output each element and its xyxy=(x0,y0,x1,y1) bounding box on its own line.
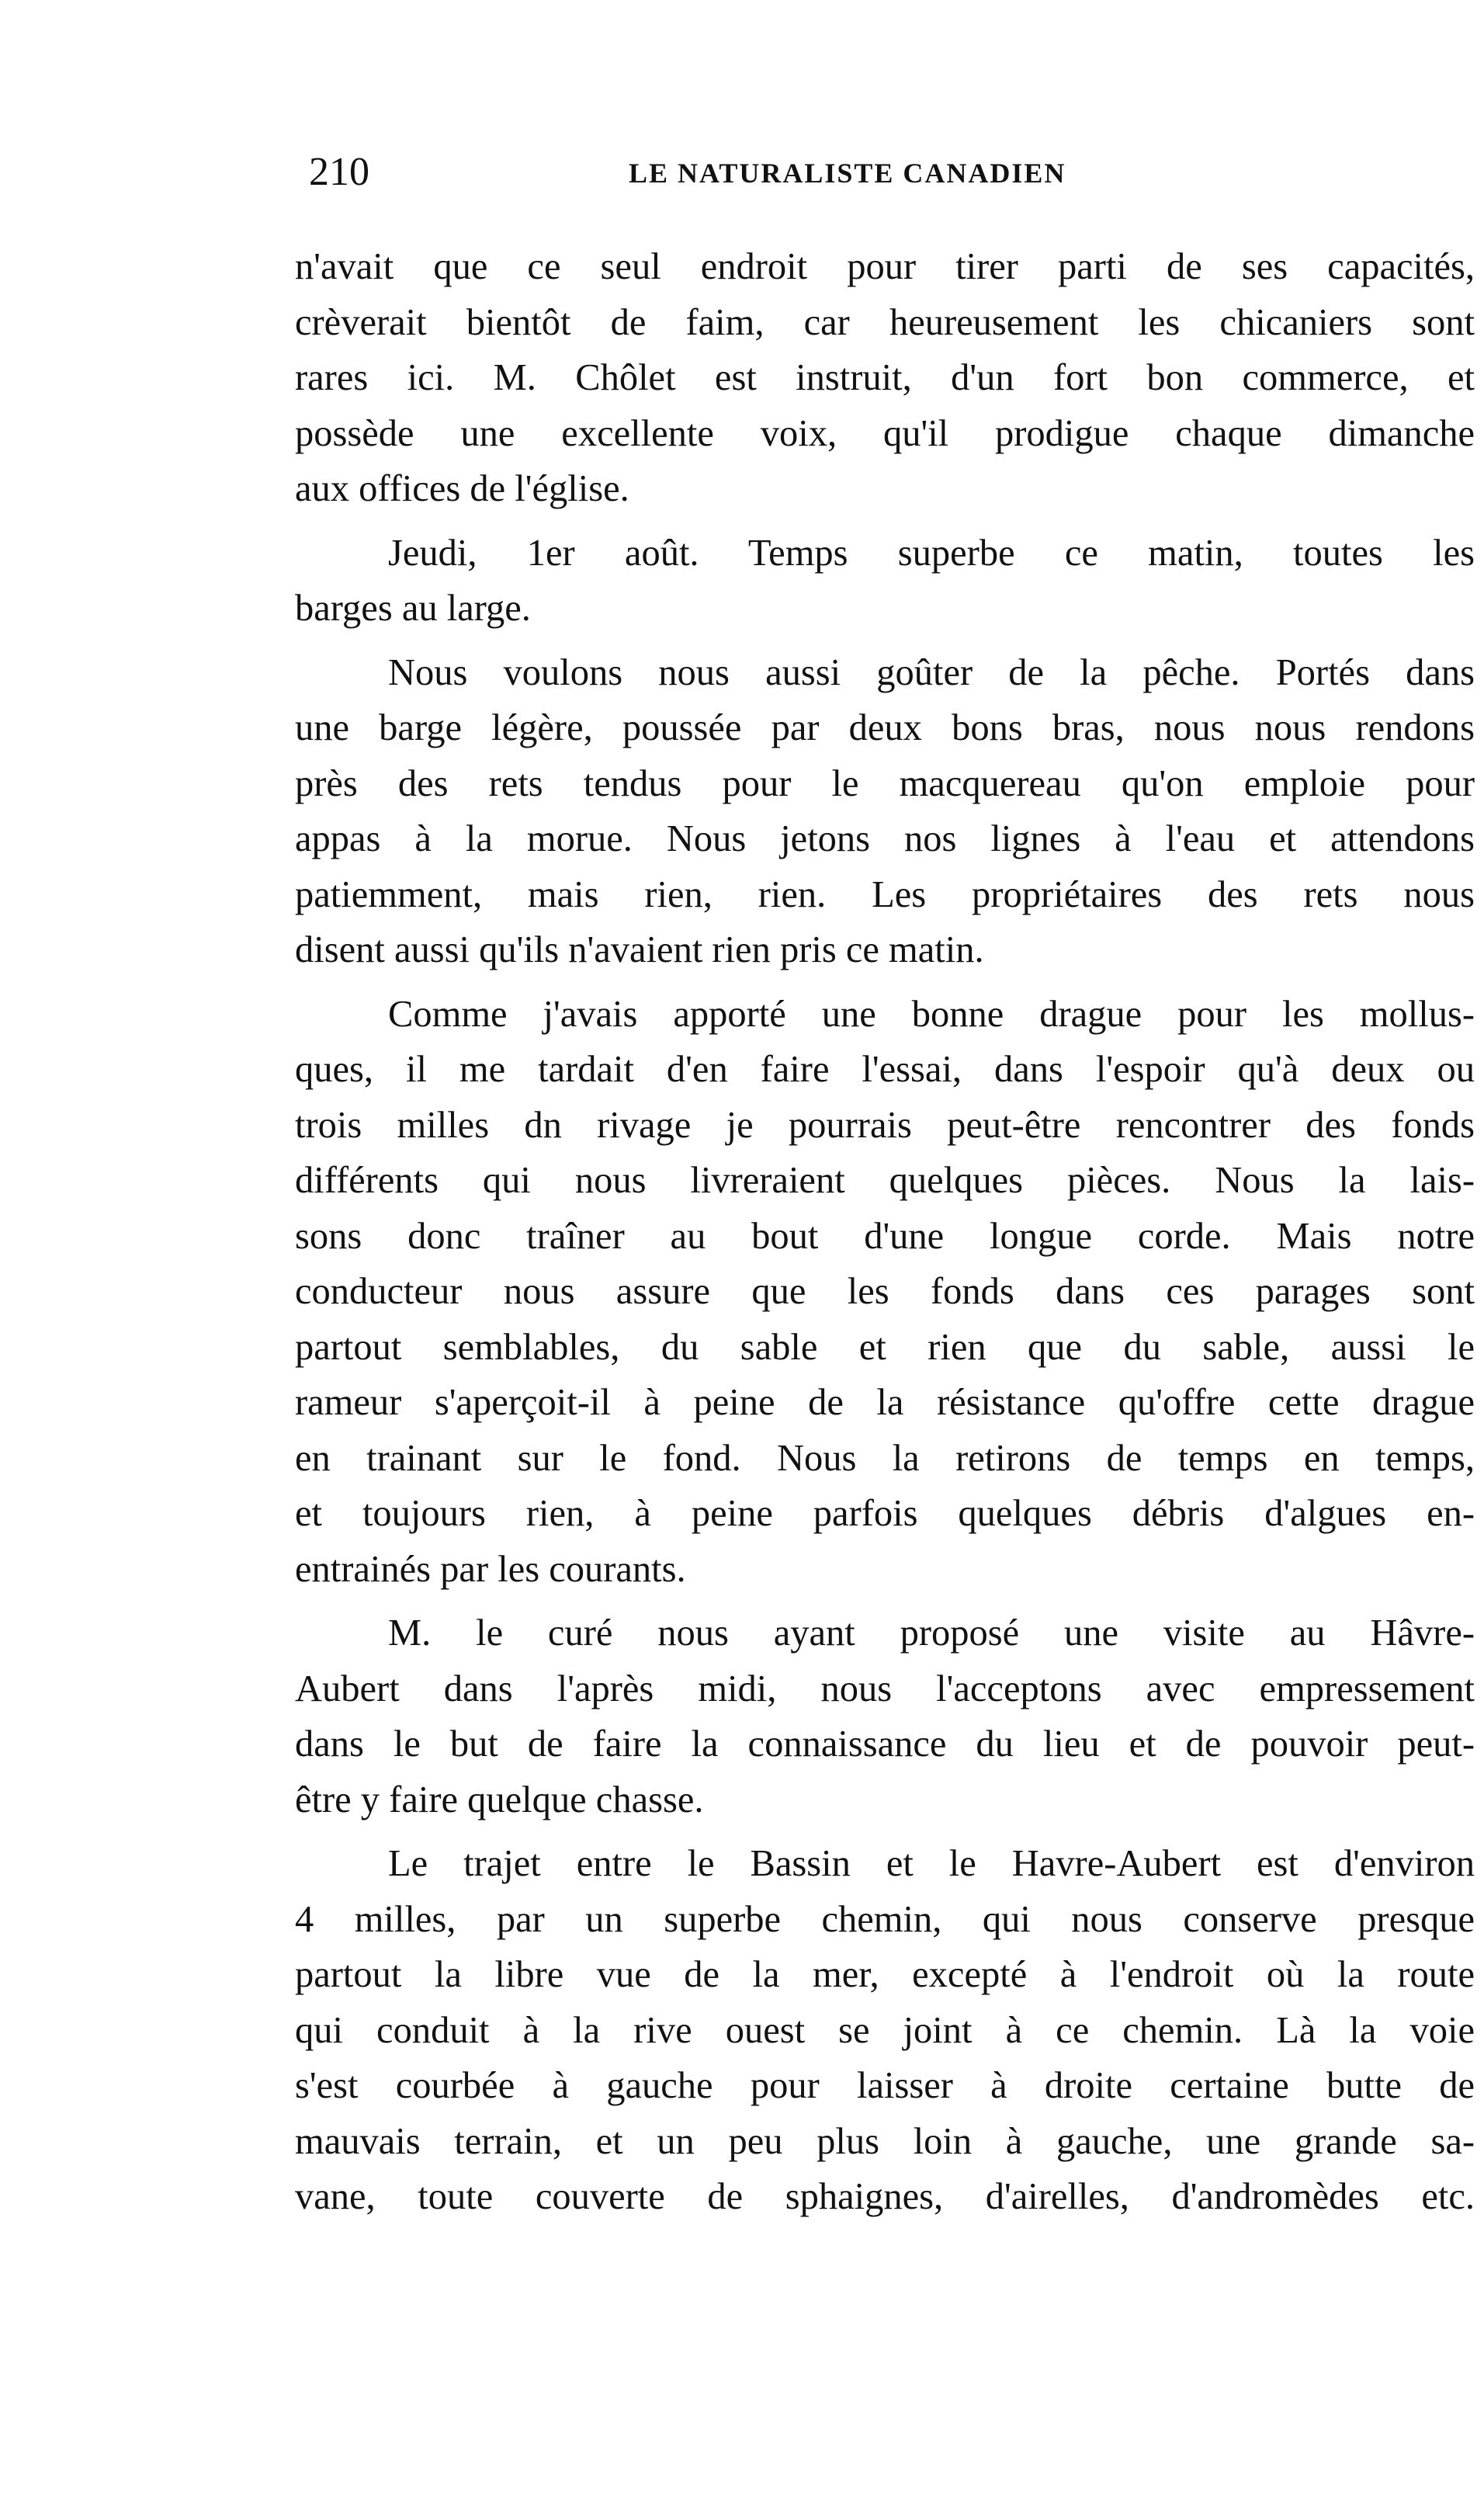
text-line: Nous voulons nous aussi goûter de la pêche. Portés dans xyxy=(388,651,1475,693)
page-body-text xyxy=(295,239,1475,2233)
text-line: rares ici. M. Chôlet est instruit, d'un fort bon commerce, et xyxy=(295,357,1475,398)
text-line: être y faire quelque chasse. xyxy=(295,1779,704,1820)
text-line: patiemment, mais rien, rien. Les propriétaires des rets nous xyxy=(295,873,1475,915)
text-line: rameur s'aperçoit-il à peine de la résistance qu'offre cette drague xyxy=(295,1382,1475,1423)
text-line: appas à la morue. Nous jetons nos lignes à l'eau et attendons xyxy=(295,818,1475,859)
text-line: et toujours rien, à peine parfois quelques débris d'algues en- xyxy=(295,1493,1475,1534)
paragraph xyxy=(295,1836,1475,2225)
text-line: mauvais terrain, et un peu plus loin à gauche, une grande sa- xyxy=(295,2120,1475,2162)
text-line: aux offices de l'église. xyxy=(295,468,629,509)
text-line: Comme j'avais apporté une bonne drague pour les mollus- xyxy=(388,993,1475,1035)
text-line: M. le curé nous ayant proposé une visite au Hâvre- xyxy=(388,1612,1475,1654)
text-line: Jeudi, 1er août. Temps superbe ce matin, toutes les xyxy=(388,532,1475,574)
text-line: trois milles dn rivage je pourrais peut-être rencontrer des fonds xyxy=(295,1104,1475,1146)
text-line: qui conduit à la rive ouest se joint à ce chemin. Là la voie xyxy=(295,2009,1475,2051)
text-line: en trainant sur le fond. Nous la retirons de temps en temps, xyxy=(295,1437,1475,1479)
text-line: conducteur nous assure que les fonds dans ces parages sont xyxy=(295,1271,1475,1312)
paragraph xyxy=(295,239,1475,517)
text-line: différents qui nous livreraient quelques pièces. Nous la lais- xyxy=(295,1160,1475,1201)
text-line: sons donc traîner au bout d'une longue corde. Mais notre xyxy=(295,1215,1475,1257)
text-line: vane, toute couverte de sphaignes, d'airelles, d'andromèdes etc. xyxy=(295,2176,1475,2217)
text-line: Le trajet entre le Bassin et le Havre-Aubert est d'environ xyxy=(388,1843,1475,1884)
text-line: disent aussi qu'ils n'avaient rien pris ce matin. xyxy=(295,929,984,970)
text-line: partout la libre vue de la mer, excepté à l'endroit où la route xyxy=(295,1954,1475,1995)
page-number: 210 xyxy=(309,150,369,194)
text-line: possède une excellente voix, qu'il prodigue chaque dimanche xyxy=(295,412,1475,454)
text-line: n'avait que ce seul endroit pour tirer parti de ses capacités, xyxy=(295,246,1475,287)
page-header xyxy=(303,149,1156,203)
text-line: barges au large. xyxy=(295,588,531,629)
running-title: LE NATURALISTE CANADIEN xyxy=(629,158,1066,189)
paragraph xyxy=(295,526,1475,637)
text-line: partout semblables, du sable et rien que du sable, aussi le xyxy=(295,1326,1475,1368)
paragraph xyxy=(295,1605,1475,1827)
text-line: une barge légère, poussée par deux bons bras, nous nous rendons xyxy=(295,707,1475,748)
text-line: crèverait bientôt de faim, car heureusement les chicaniers sont xyxy=(295,301,1475,343)
text-line: entrainés par les courants. xyxy=(295,1548,686,1590)
text-line: 4 milles, par un superbe chemin, qui nous conserve presque xyxy=(295,1898,1475,1940)
paragraph xyxy=(295,987,1475,1598)
text-line: dans le but de faire la connaissance du lieu et de pouvoir peut- xyxy=(295,1723,1475,1765)
text-line: Aubert dans l'après midi, nous l'acceptons avec empressement xyxy=(295,1668,1475,1709)
paragraph xyxy=(295,645,1475,978)
text-line: s'est courbée à gauche pour laisser à droite certaine butte de xyxy=(295,2065,1475,2106)
text-line: près des rets tendus pour le macquereau qu'on emploie pour xyxy=(295,762,1475,804)
text-line: ques, il me tardait d'en faire l'essai, dans l'espoir qu'à deux ou xyxy=(295,1049,1475,1090)
